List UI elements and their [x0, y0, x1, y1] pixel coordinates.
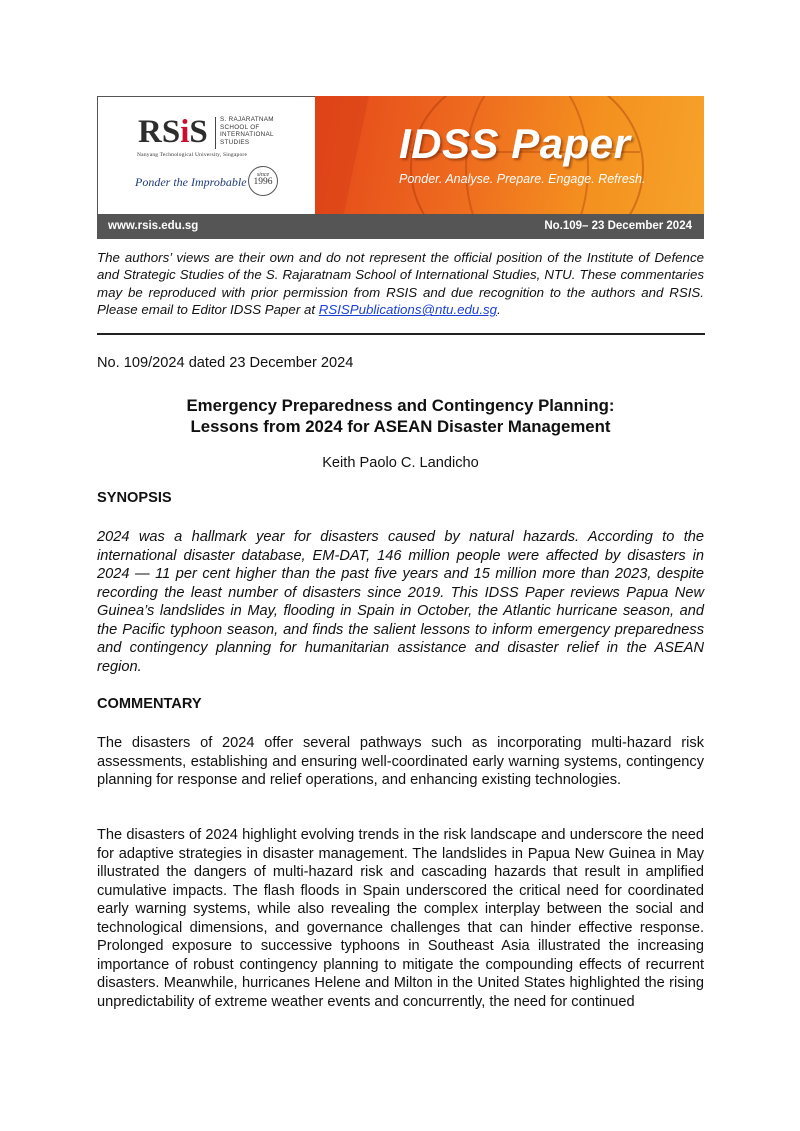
- publication-tagline: Ponder. Analyse. Prepare. Engage. Refresh.: [399, 172, 646, 186]
- paper-title: [97, 395, 704, 437]
- since-label: since: [256, 172, 270, 178]
- disclaimer-text: The authors’ views are their own and do not represent the official position of the Institute of Defence and Strategic Studies of the S. Rajaratnam School of International Studies, NTU. These commentaries may be reproduced with prior permission from RSIS and due recognition to the authors and RSIS. Please email to Editor IDSS Paper at: [97, 250, 704, 318]
- school-name: [220, 116, 274, 146]
- paper-number-date: No. 109/2024 dated 23 December 2024: [97, 355, 354, 371]
- school-line: INTERNATIONAL: [220, 131, 274, 139]
- commentary-heading: COMMENTARY: [97, 696, 202, 712]
- header-banner: [97, 96, 704, 239]
- synopsis-paragraph: 2024 was a hallmark year for disasters caused by natural hazards. According to the international disaster database, EM-DAT, 146 million people were affected by disasters in 2024 — 11 per cent higher than the past five years and 15 million more than 2023, despite recording the least number of disasters since 2019. This IDSS Paper reviews Papua New Guinea’s landslides in May, flooding in Spain in October, the Atlantic hurricane season, and the Pacific typhoon season, and finds the salient lessons to inform emergency preparedness and contingency planning for humanitarian assistance and disaster relief in the ASEAN region.: [97, 529, 704, 675]
- logo-divider: [215, 117, 216, 149]
- school-line: S. RAJARATNAM: [220, 116, 274, 123]
- issue-number: No.109– 23 December 2024: [544, 220, 692, 232]
- rsis-logo-panel: [97, 96, 316, 215]
- since-year: 1996: [253, 177, 273, 187]
- editor-email-link[interactable]: RSISPublications@ntu.edu.sg: [318, 302, 498, 318]
- ntu-label: Nanyang Technological University, Singapore: [137, 152, 248, 158]
- banner-info-bar: [97, 214, 704, 239]
- website-link[interactable]: www.rsis.edu.sg: [108, 220, 199, 232]
- title-line-1: Emergency Preparedness and Contingency Planning:: [186, 396, 615, 415]
- rsis-logo: RSiS: [138, 114, 208, 150]
- disclaimer-suffix: .: [497, 302, 501, 318]
- school-line: STUDIES: [220, 138, 250, 146]
- disclaimer: [97, 249, 704, 319]
- title-line-2: Lessons from 2024 for ASEAN Disaster Management: [190, 417, 611, 436]
- since-1996-seal: [248, 166, 278, 196]
- decorative-wedge: [315, 96, 371, 214]
- commentary-paragraph-2: The disasters of 2024 highlight evolving trends in the risk landscape and underscore the need for adaptive strategies in disaster management. The landslides in Papua New Guinea in May illustrated the dangers of multi-hazard risk and cascading hazards that result in amplified cumulative impacts. The flash floods in Spain underscored the critical need for coordinated early warning systems, while also revealing the complex interplay between the social and technological dimensions, and governance challenges that can hinder effective response. Prolonged exposure to successive typhoons in Southeast Asia illustrated the increasing importance of robust contingency planning to mitigate the compounding effects of recurrent disasters. Meanwhile, hurricanes Helene and Milton in the United States highlighted the rising unpredictability of extreme weather events and concurrently, the need for continued: [97, 827, 704, 1010]
- idss-title-panel: [315, 96, 704, 214]
- synopsis-heading: SYNOPSIS: [97, 490, 172, 506]
- slogan: Ponder the Improbable: [135, 175, 247, 189]
- horizontal-rule: [97, 333, 705, 335]
- author-name: Keith Paolo C. Landicho: [322, 455, 479, 471]
- commentary-paragraph-1: The disasters of 2024 offer several pathways such as incorporating multi-hazard risk assessments, establishing and ensuring well-coordinated early warning systems, contingency planning for response and relief operations, and enhancing existing technologies.: [97, 735, 704, 788]
- school-line: SCHOOL OF: [220, 123, 260, 131]
- publication-title: IDSS Paper: [399, 120, 631, 167]
